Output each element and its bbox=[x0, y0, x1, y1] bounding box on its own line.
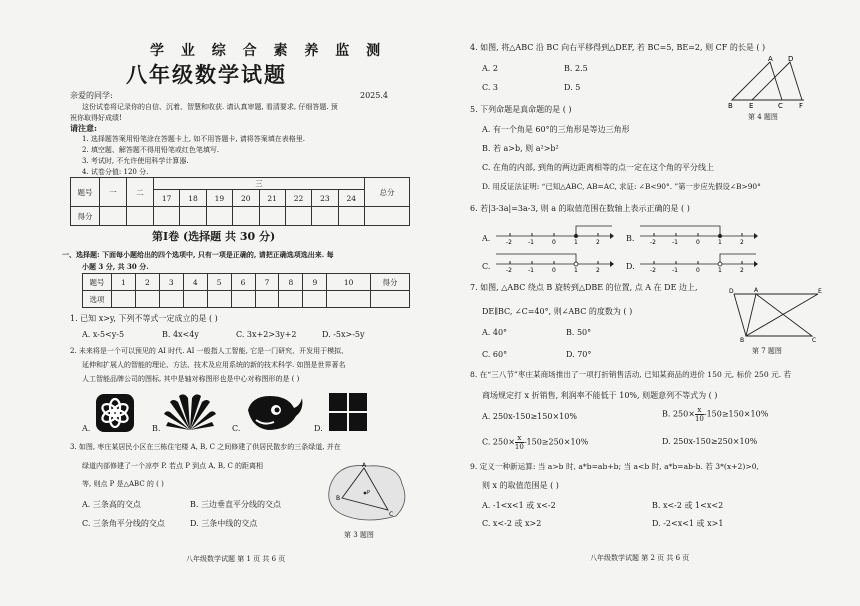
q7-line-2: DE∥BC, ∠C=40°, 则∠ABC 的度数为 ( ) bbox=[482, 307, 633, 316]
score-sub-19: 19 bbox=[206, 190, 232, 207]
fraction-numerator: x bbox=[515, 434, 524, 443]
q6-number-line-b bbox=[638, 222, 758, 248]
tick-label: 1 bbox=[718, 267, 722, 274]
section-title: 第Ⅰ卷 (选择题 共 30 分) bbox=[152, 230, 276, 243]
q4-figure bbox=[726, 54, 810, 110]
q9-option-c: C. x<-2 或 x>2 bbox=[482, 519, 542, 528]
section-desc-1: 一、选择题: 下面每小题给出的四个选项中, 只有一项是正确的, 请把正确选项选出来. 每 bbox=[62, 250, 334, 259]
score-cell[interactable] bbox=[100, 207, 127, 226]
tick-label: 1 bbox=[574, 267, 578, 274]
tick-label: 0 bbox=[696, 267, 700, 274]
score-sub-22: 22 bbox=[285, 190, 311, 207]
tick-label: -2 bbox=[506, 239, 512, 246]
q9-option-d: D. -2<x<1 或 x>1 bbox=[652, 519, 724, 528]
q4-figure-caption: 第 4 题图 bbox=[748, 113, 778, 121]
answer-header-5: 5 bbox=[207, 274, 231, 291]
score-cell[interactable] bbox=[127, 207, 154, 226]
svg-text:A: A bbox=[754, 287, 759, 294]
page-footer-right: 八年级数学试题 第 2 页 共 6 页 bbox=[590, 554, 690, 562]
q3-option-d: D. 三条中线的交点 bbox=[190, 519, 258, 528]
tick-label: -2 bbox=[650, 239, 656, 246]
q1-option-a: A. x-5<y-5 bbox=[82, 330, 125, 339]
score-header-total: 总分 bbox=[365, 178, 410, 207]
score-cell[interactable] bbox=[233, 207, 259, 226]
notice-1: 1. 选择题答案用铅笔涂在答题卡上, 如不用答题卡, 请将答案填在表格里. bbox=[82, 135, 306, 143]
score-cell[interactable] bbox=[180, 207, 206, 226]
answer-header-7: 7 bbox=[255, 274, 279, 291]
q8-option-b-prefix: B. 250× bbox=[662, 409, 695, 419]
tick-label: 2 bbox=[596, 239, 600, 246]
score-sub-18: 18 bbox=[180, 190, 206, 207]
q9-line-1: 9. 定义一种新运算: 当 a>b 时, a*b=ab+b; 当 a<b 时, a*b=ab-b. 若 3*(x+2)>0, bbox=[470, 462, 759, 471]
q3-line-3: 等, 则点 P 是△ABC 的 ( ) bbox=[82, 480, 164, 488]
q2-option-a-label: A. bbox=[82, 424, 91, 433]
q2-line-3: 人工智能品牌公司的图标, 其中是轴对称图形也是中心对称图形的是 ( ) bbox=[82, 375, 300, 383]
q5-stem: 5. 下列命题是真命题的是 ( ) bbox=[470, 105, 572, 114]
q4-option-b: B. 2.5 bbox=[564, 64, 588, 73]
notice-title: 请注意: bbox=[70, 123, 97, 133]
right-page bbox=[430, 0, 860, 606]
greeting: 亲爱的同学: bbox=[70, 91, 113, 100]
q9-line-2: 则 x 的取值范围是 ( ) bbox=[482, 481, 559, 490]
score-header-label: 题号 bbox=[71, 178, 100, 207]
q7-line-1: 7. 如图, △ABC 绕点 B 旋转到△DBE 的位置, 点 A 在 DE 边上, bbox=[470, 283, 698, 292]
answer-header-8: 8 bbox=[279, 274, 303, 291]
svg-text:F: F bbox=[799, 102, 804, 110]
q1-stem: 1. 已知 x>y, 下列不等式一定成立的是 ( ) bbox=[70, 314, 218, 323]
tick-label: 2 bbox=[740, 239, 744, 246]
answer-cell[interactable] bbox=[112, 291, 136, 308]
score-row-label: 得分 bbox=[71, 207, 100, 226]
q8-line-2: 商场规定打 x 折销售, 利润率不能低于 10%, 则题意列不等式为 ( ) bbox=[482, 391, 718, 400]
tick-label: -1 bbox=[672, 267, 678, 274]
fraction-numerator: x bbox=[695, 406, 704, 415]
score-sub-24: 24 bbox=[338, 190, 364, 207]
answer-header-4: 4 bbox=[183, 274, 207, 291]
q4-stem: 4. 如图, 将△ABC 沿 BC 向右平移得到△DEF, 若 BC=5, BE=2, 则 CF 的长是 ( ) bbox=[470, 43, 766, 52]
exam-series-title: 学 业 综 合 素 养 监 测 bbox=[150, 43, 387, 59]
q2-line-1: 2. 未来将是一个可以预见的 AI 时代. AI 一般指人工智能, 它是一门研究、开发用于模拟、 bbox=[70, 347, 349, 355]
q6-option-a-label: A. bbox=[482, 234, 491, 243]
q7-figure bbox=[726, 284, 826, 344]
q8-option-b-suffix: -150≥150×10% bbox=[703, 409, 769, 419]
q4-option-a: A. 2 bbox=[482, 64, 498, 73]
q2-option-d-label: D. bbox=[314, 424, 323, 433]
score-table bbox=[70, 177, 410, 226]
q5-option-b: B. 若 a>b, 则 a²>b² bbox=[482, 144, 559, 153]
answer-header-6: 6 bbox=[231, 274, 255, 291]
q8-option-d: D. 250x-150≥250×10% bbox=[662, 437, 758, 446]
q1-option-c: C. 3x+2>3y+2 bbox=[236, 330, 297, 339]
notice-4: 4. 试卷分值: 120 分. bbox=[82, 168, 149, 176]
q6-stem: 6. 若|3-3a|=3a-3, 则 a 的取值范围在数轴上表示正确的是 ( ) bbox=[470, 204, 690, 213]
q8-line-1: 8. 在“三八节”枣庄某商场推出了一项打折销售活动, 已知某商品的进价 150 元, 标价 250 元. 若 bbox=[470, 370, 792, 379]
svg-text:A: A bbox=[768, 55, 773, 63]
answer-cell[interactable] bbox=[371, 291, 410, 308]
q1-option-d: D. -5x>-5y bbox=[322, 330, 365, 339]
answer-cell[interactable] bbox=[327, 291, 371, 308]
tick-label: 0 bbox=[552, 239, 556, 246]
q3-option-b: B. 三边垂直平分线的交点 bbox=[190, 500, 281, 509]
tick-label: 0 bbox=[552, 267, 556, 274]
fraction-denominator: 10 bbox=[514, 443, 524, 451]
q2-line-2: 延伸和扩展人的智能的理论、方法、技术及应用系统的新的技术科学. 如图是世界著名 bbox=[82, 361, 346, 369]
answer-header-score: 得分 bbox=[371, 274, 410, 291]
tick-label: 2 bbox=[740, 267, 744, 274]
q1-option-b: B. 4x<4y bbox=[162, 330, 199, 339]
exam-date: 2025.4 bbox=[360, 91, 388, 100]
svg-text:D: D bbox=[788, 55, 794, 63]
q6-option-b-label: B. bbox=[626, 234, 635, 243]
q5-option-d: D. 用反证法证明: “已知△ABC, AB=AC, 求证: ∠B<90°. ”第一步应先假设∠B>90° bbox=[482, 182, 761, 191]
tick-label: -1 bbox=[672, 239, 678, 246]
answer-cell[interactable] bbox=[135, 291, 159, 308]
tick-label: -2 bbox=[650, 267, 656, 274]
svg-text:C: C bbox=[812, 337, 817, 344]
q3-line-1: 3. 如图, 枣庄某居民小区在三栋住宅楼 A, B, C 之间修建了供居民散步的三条绿道, 并在 bbox=[70, 443, 341, 451]
q6-number-line-c bbox=[494, 250, 614, 276]
score-cell[interactable] bbox=[312, 207, 338, 226]
q8-option-a: A. 250x-150≥150×10% bbox=[482, 412, 577, 421]
q5-option-c: C. 在角的内部, 到角的两边距离相等的点一定在这个角的平分线上 bbox=[482, 163, 715, 172]
score-sub-23: 23 bbox=[312, 190, 338, 207]
tick-label: 1 bbox=[718, 239, 722, 246]
svg-text:A: A bbox=[362, 462, 367, 469]
q2-option-b-label: B. bbox=[152, 424, 161, 433]
svg-text:E: E bbox=[749, 102, 754, 110]
answer-header-label: 题号 bbox=[83, 274, 112, 291]
q6-option-c-label: C. bbox=[482, 262, 491, 271]
q3-figure-caption: 第 3 题图 bbox=[344, 531, 374, 539]
svg-text:D: D bbox=[729, 288, 734, 295]
score-cell[interactable] bbox=[365, 207, 410, 226]
answer-cell[interactable] bbox=[255, 291, 279, 308]
answer-header-3: 3 bbox=[159, 274, 183, 291]
q4-option-c: C. 3 bbox=[482, 83, 499, 92]
windows-logo-icon bbox=[328, 392, 368, 432]
svg-text:B: B bbox=[336, 495, 341, 502]
answer-cell[interactable] bbox=[279, 291, 303, 308]
score-cell[interactable] bbox=[154, 207, 180, 226]
score-header-part3: 三 bbox=[154, 178, 365, 190]
q9-option-b: B. x<-2 或 1<x<2 bbox=[652, 501, 724, 510]
score-cell[interactable] bbox=[338, 207, 364, 226]
answer-cell[interactable] bbox=[159, 291, 183, 308]
deepseek-whale-logo-icon bbox=[244, 388, 304, 434]
tick-label: 1 bbox=[574, 239, 578, 246]
svg-text:B: B bbox=[740, 337, 745, 344]
score-sub-17: 17 bbox=[154, 190, 180, 207]
q6-option-d-label: D. bbox=[626, 262, 635, 271]
answer-cell[interactable] bbox=[207, 291, 231, 308]
score-header-part2: 二 bbox=[127, 178, 154, 207]
answer-cell[interactable] bbox=[231, 291, 255, 308]
q4-option-d: D. 5 bbox=[564, 83, 581, 92]
q3-figure bbox=[318, 458, 413, 526]
q2-option-c-label: C. bbox=[232, 424, 241, 433]
tick-label: 0 bbox=[696, 239, 700, 246]
score-cell[interactable] bbox=[285, 207, 311, 226]
tick-label: -1 bbox=[528, 267, 534, 274]
svg-text:P: P bbox=[367, 490, 371, 496]
score-cell[interactable] bbox=[259, 207, 285, 226]
tick-label: -1 bbox=[528, 239, 534, 246]
score-sub-20: 20 bbox=[233, 190, 259, 207]
huawei-logo-icon bbox=[162, 390, 218, 434]
tick-label: 2 bbox=[596, 267, 600, 274]
svg-text:B: B bbox=[728, 102, 733, 110]
section-desc-2: 小题 3 分, 共 30 分. bbox=[82, 262, 149, 271]
q7-option-c: C. 60° bbox=[482, 350, 508, 359]
answer-header-1: 1 bbox=[112, 274, 136, 291]
answer-header-10: 10 bbox=[327, 274, 371, 291]
answer-cell[interactable] bbox=[303, 291, 327, 308]
q3-option-a: A. 三条高的交点 bbox=[82, 500, 141, 509]
q7-option-d: D. 70° bbox=[566, 350, 592, 359]
answer-cell[interactable] bbox=[183, 291, 207, 308]
q7-option-a: A. 40° bbox=[482, 328, 508, 337]
intro-line-2: 祝你取得好成绩! bbox=[70, 114, 122, 122]
score-header-part1: 一 bbox=[100, 178, 127, 207]
q8-option-c-fraction bbox=[515, 434, 524, 451]
notice-3: 3. 考试时, 不允许使用科学计算器. bbox=[82, 157, 189, 165]
q3-line-2: 绿道内部修建了一个凉亭 P. 若点 P 到点 A, B, C 的距离相 bbox=[82, 462, 264, 470]
q3-option-c: C. 三条角平分线的交点 bbox=[82, 519, 165, 528]
page-footer-left: 八年级数学试题 第 1 页 共 6 页 bbox=[186, 555, 286, 563]
fraction-denominator: 10 bbox=[694, 415, 704, 423]
exam-title: 八年级数学试题 bbox=[126, 62, 287, 87]
q9-option-a: A. -1<x<1 或 x<-2 bbox=[482, 501, 556, 510]
intro-line-1: 这份试卷将记录你的自信、沉着、智慧和收获. 请认真审题, 看清要求, 仔细答题. 预 bbox=[82, 103, 338, 111]
svg-text:C: C bbox=[389, 511, 394, 518]
svg-text:C: C bbox=[778, 102, 783, 110]
q8-option-b bbox=[662, 406, 768, 423]
tick-label: -2 bbox=[506, 267, 512, 274]
svg-text:E: E bbox=[818, 288, 822, 295]
answer-row-label: 选项 bbox=[83, 291, 112, 308]
q8-option-c bbox=[482, 434, 588, 451]
q7-option-b: B. 50° bbox=[566, 328, 592, 337]
answer-header-2: 2 bbox=[135, 274, 159, 291]
q5-option-a: A. 有一个角是 60°的三角形是等边三角形 bbox=[482, 125, 630, 134]
score-sub-21: 21 bbox=[259, 190, 285, 207]
openai-logo-icon bbox=[95, 393, 135, 433]
q8-option-b-fraction bbox=[695, 406, 704, 423]
score-cell[interactable] bbox=[206, 207, 232, 226]
q7-figure-caption: 第 7 题图 bbox=[752, 347, 782, 355]
q8-option-c-prefix: C. 250× bbox=[482, 437, 515, 447]
q6-number-line-a bbox=[494, 222, 614, 248]
answer-table bbox=[82, 273, 410, 308]
q8-option-c-suffix: -150≥250×10% bbox=[523, 437, 589, 447]
q6-number-line-d bbox=[638, 250, 758, 276]
notice-2: 2. 填空题、解答题不得用铅笔或红色笔填写. bbox=[82, 146, 220, 154]
answer-header-9: 9 bbox=[303, 274, 327, 291]
